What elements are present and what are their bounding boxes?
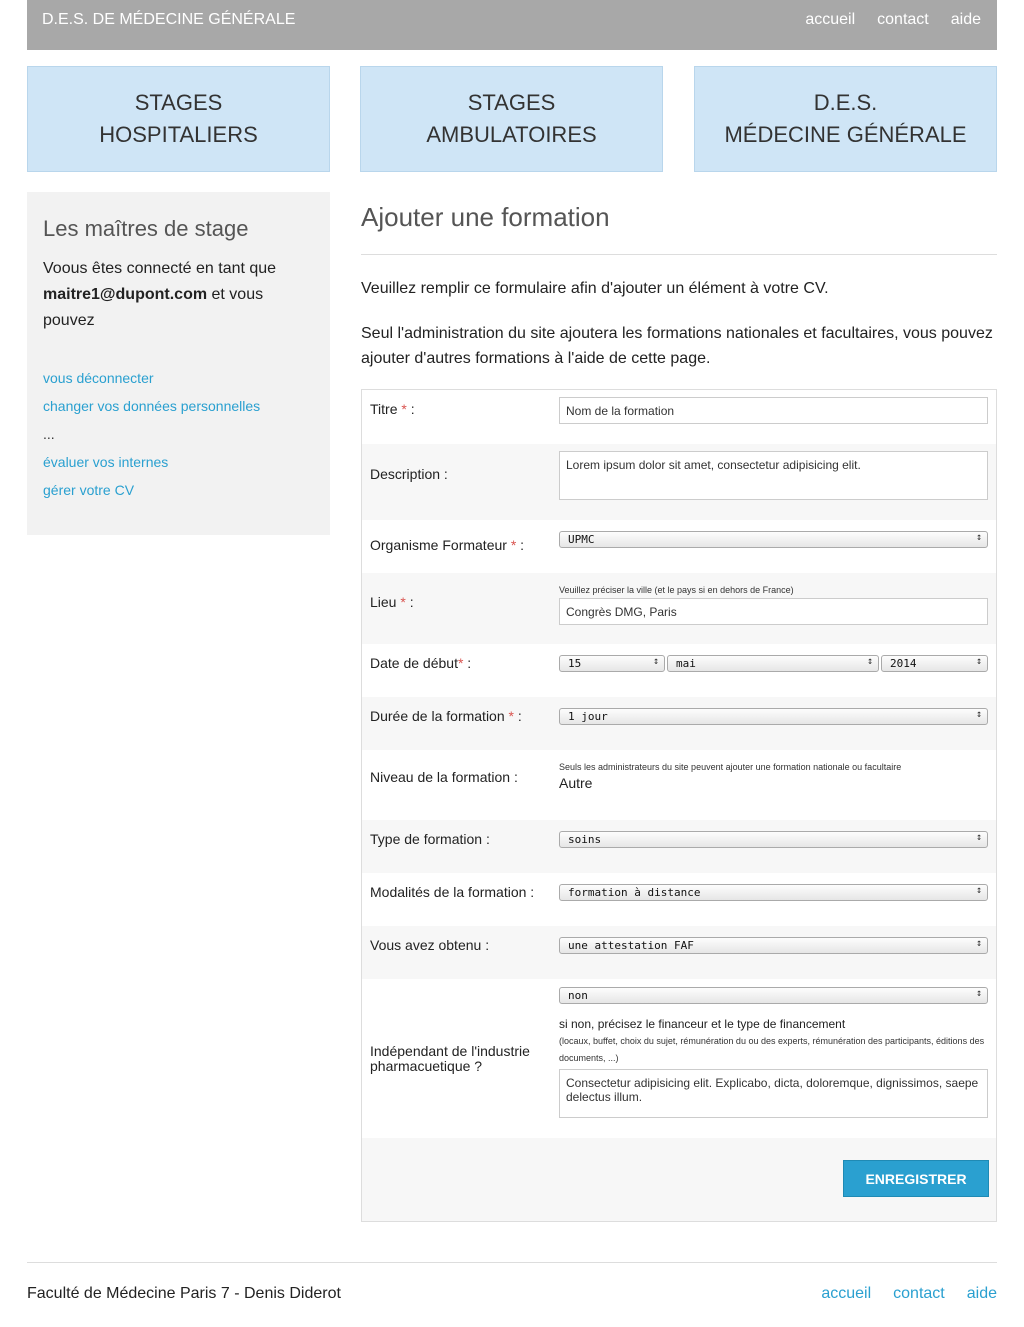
tile-stages-ambulatoires[interactable] [360,66,663,172]
row-independant [362,979,996,1138]
enregistrer-button[interactable]: ENREGISTRER [843,1160,989,1197]
lieu-input[interactable]: Congrès DMG, Paris [559,598,988,625]
date-month-select[interactable]: mai ↕ [667,655,879,672]
nav-contact-link[interactable]: contact [877,11,929,28]
intro-paragraph: Veuillez remplir ce formulaire afin d'ajouter un élément à votre CV. [361,280,829,297]
independant-label: Indépendant de l'industrie pharmacuetique ? [370,1043,530,1074]
footer-accueil-link[interactable]: accueil [821,1285,872,1302]
modalites-select[interactable]: formation à distance ↕ [559,884,988,901]
sidebar-links [43,368,314,508]
niveau-hint: Seuls les administrateurs du site peuvent ajouter une formation nationale ou facultaire [559,762,902,772]
row-date [362,644,996,697]
title-divider [361,254,997,255]
tile-des-medecine-generale[interactable] [694,66,997,172]
footer-divider [27,1262,997,1263]
page-title: Ajouter une formation [361,202,610,232]
manage-cv-link[interactable]: gérer votre CV [43,482,135,498]
titre-label: Titre * : [370,401,415,417]
niveau-value: Autre [559,775,593,791]
nav-aide-link[interactable]: aide [950,11,981,28]
type-select[interactable]: soins ↕ [559,831,988,848]
evaluate-interns-link[interactable]: évaluer vos internes [43,454,169,470]
organisme-label: Organisme Formateur * : [370,537,525,553]
independant-note: si non, précisez le financeur et le type de financement [559,1017,846,1031]
sidebar-ellipsis: ... [43,426,55,442]
date-year-select[interactable]: 2014 ↕ [881,655,988,672]
organisme-select[interactable]: UPMC ↕ [559,531,988,548]
footer-credit: Faculté de Médecine Paris 7 - Denis Diderot [27,1285,341,1302]
date-day-select[interactable]: 15 ↕ [559,655,665,672]
tile-stages-hospitaliers[interactable] [27,66,330,172]
independant-select[interactable]: non ↕ [559,987,988,1004]
row-description [362,444,996,520]
lieu-label: Lieu * : [370,594,414,610]
row-type [362,820,996,873]
top-nav [805,11,981,29]
sidebar-title: Les maîtres de stage [43,216,249,241]
date-label: Date de début* : [370,655,472,671]
row-duree [362,697,996,750]
row-organisme [362,520,996,573]
titre-input[interactable]: Nom de la formation [559,397,988,424]
independant-note-small: (locaux, buffet, choix du sujet, rémunération du ou des experts, rémunération des participants, éditions des documents, ...) [559,1036,985,1063]
sidebar-intro [43,256,314,334]
row-modalites [362,873,996,926]
intro-end: et vous pouvez [43,286,264,329]
row-lieu [362,573,996,644]
modalites-label: Modalités de la formation : [370,884,535,900]
tile-line: AMBULATOIRES [426,122,597,147]
footer-aide-link[interactable]: aide [966,1285,997,1302]
edit-profile-link[interactable]: changer vos données personnelles [43,398,261,414]
user-email: maitre1@dupont.com [43,286,208,303]
type-label: Type de formation : [370,831,490,847]
row-obtenu [362,926,996,979]
site-brand[interactable]: D.E.S. DE MÉDECINE GÉNÉRALE [42,11,296,28]
date-fields [559,655,988,672]
obtenu-label: Vous avez obtenu : [370,937,490,953]
niveau-label: Niveau de la formation : [370,769,518,785]
independant-field [559,987,988,1118]
top-navbar [27,0,997,50]
row-niveau [362,750,996,820]
nav-accueil-link[interactable]: accueil [805,11,856,28]
financement-textarea[interactable]: Consectetur adipisicing elit. Explicabo, dicta, doloremque, dignissimos, saepe delectus illum. [559,1069,988,1118]
obtenu-select[interactable]: une attestation FAF ↕ [559,937,988,954]
duree-label: Durée de la formation * : [370,708,522,724]
formation-form [361,389,997,1222]
description-textarea[interactable]: Lorem ipsum dolor sit amet, consectetur adipisicing elit. [559,451,988,500]
description-label: Description : [370,466,448,482]
tile-line: HOSPITALIERS [99,122,258,147]
admin-paragraph: Seul l'administration du site ajoutera les formations nationales et facultaires, vous pouvez ajouter d'autres formations à l'aide de cette page. [361,325,993,367]
intro-text: Voous êtes connecté en tant que [43,260,277,277]
lieu-field [559,585,988,625]
tile-line: STAGES [467,90,556,115]
footer-contact-link[interactable]: contact [893,1285,945,1302]
tile-line: MÉDECINE GÉNÉRALE [724,122,967,147]
niveau-field [559,762,988,791]
sidebar [27,192,330,535]
lieu-hint: Veuillez préciser la ville (et le pays si en dehors de France) [559,585,794,595]
duree-select[interactable]: 1 jour ↕ [559,708,988,725]
logout-link[interactable]: vous déconnecter [43,370,154,386]
main-content [361,192,997,371]
footer-nav [821,1285,997,1303]
tile-line: STAGES [134,90,223,115]
tile-line: D.E.S. [813,90,878,115]
row-titre [362,390,996,444]
